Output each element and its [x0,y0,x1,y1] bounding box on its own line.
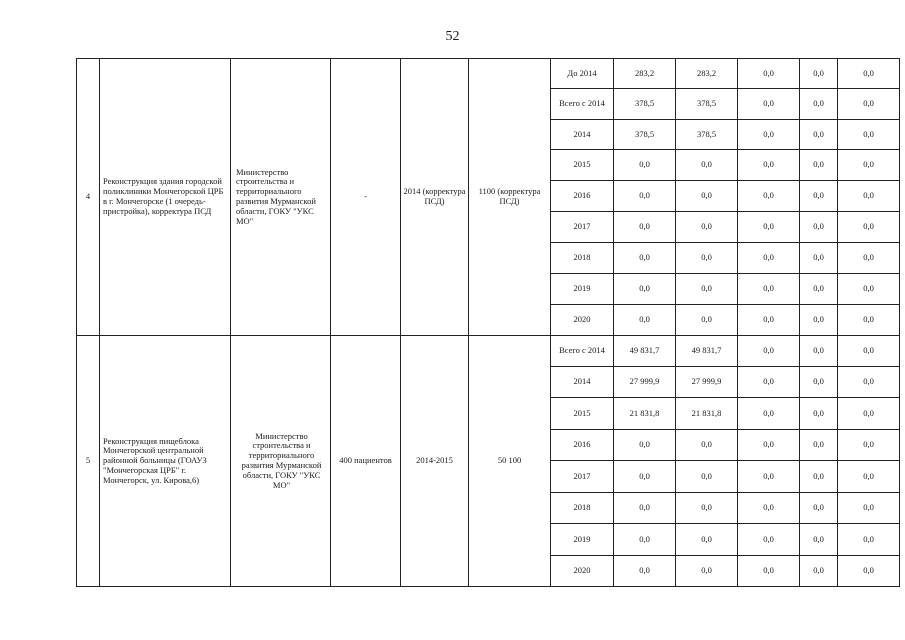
project-name: Реконструкция здания городской поликлиники Мончегорской ЦРБ в г. Мончегорске (1 очередь-пристройка), корректура ПСД [100,59,231,336]
value-cell: 0,0 [614,150,676,181]
project-number: 5 [77,336,100,587]
value-cell: 0,0 [838,430,900,461]
value-cell: 27 999,9 [614,367,676,398]
year-cell: 2017 [551,461,614,493]
year-cell: Всего с 2014 [551,89,614,120]
project-name: Реконструкция пищеблока Мончегорской центральной районной больницы (ГОАУЗ "Мончегорская ЦРБ" г. Мончегорск, ул. Кирова,6) [100,336,231,587]
value-cell: 0,0 [800,461,838,493]
value-cell: 0,0 [676,212,738,243]
year-cell: 2018 [551,493,614,524]
value-cell: 0,0 [676,556,738,587]
value-cell: 0,0 [800,89,838,120]
value-cell: 0,0 [614,243,676,274]
value-cell: 0,0 [738,336,800,367]
value-cell: 0,0 [738,120,800,150]
project-capacity: - [331,59,401,336]
year-cell: 2019 [551,274,614,305]
page-number: 52 [445,29,460,44]
year-cell: 2016 [551,181,614,212]
investment-table [76,58,900,587]
value-cell: 0,0 [800,336,838,367]
value-cell: 0,0 [738,367,800,398]
value-cell: 0,0 [800,398,838,430]
value-cell: 0,0 [738,556,800,587]
value-cell: 0,0 [614,181,676,212]
year-cell: 2014 [551,120,614,150]
value-cell: 0,0 [838,524,900,556]
value-cell: 0,0 [738,461,800,493]
value-cell: 0,0 [800,274,838,305]
value-cell: 0,0 [838,274,900,305]
value-cell: 283,2 [614,59,676,89]
value-cell: 0,0 [614,556,676,587]
year-cell: 2020 [551,305,614,336]
year-cell: 2017 [551,212,614,243]
value-cell: 0,0 [838,367,900,398]
value-cell: 0,0 [800,120,838,150]
value-cell: 378,5 [676,89,738,120]
value-cell: 0,0 [738,305,800,336]
year-cell: Всего с 2014 [551,336,614,367]
project-executor: Министерство строительства и территориального развития Мурманской области, ГОКУ "УКС МО" [231,336,331,587]
value-cell: 0,0 [614,305,676,336]
value-cell: 0,0 [838,120,900,150]
year-cell: 2015 [551,150,614,181]
value-cell: 0,0 [800,305,838,336]
project-number: 4 [77,59,100,336]
project-cost: 1100 (корректура ПСД) [469,59,551,336]
project-period: 2014 (корректура ПСД) [401,59,469,336]
project-executor: Министерство строительства и территориального развития Мурманской области, ГОКУ "УКС МО" [231,59,331,336]
year-cell: До 2014 [551,59,614,89]
value-cell: 378,5 [614,120,676,150]
value-cell: 0,0 [676,493,738,524]
value-cell: 21 831,8 [676,398,738,430]
value-cell: 378,5 [676,120,738,150]
value-cell: 0,0 [676,243,738,274]
year-cell: 2014 [551,367,614,398]
value-cell: 0,0 [738,212,800,243]
value-cell: 0,0 [738,89,800,120]
value-cell: 0,0 [676,461,738,493]
value-cell: 0,0 [738,150,800,181]
value-cell: 0,0 [676,181,738,212]
value-cell: 0,0 [800,212,838,243]
value-cell: 0,0 [838,150,900,181]
value-cell: 0,0 [800,367,838,398]
value-cell: 0,0 [800,430,838,461]
value-cell: 0,0 [800,493,838,524]
value-cell: 0,0 [738,243,800,274]
value-cell: 283,2 [676,59,738,89]
value-cell: 0,0 [676,430,738,461]
value-cell: 0,0 [614,461,676,493]
value-cell: 0,0 [738,274,800,305]
value-cell: 0,0 [800,243,838,274]
value-cell: 0,0 [800,181,838,212]
value-cell: 0,0 [838,336,900,367]
value-cell: 0,0 [738,398,800,430]
value-cell: 0,0 [738,430,800,461]
value-cell: 0,0 [800,150,838,181]
year-cell: 2016 [551,430,614,461]
value-cell: 0,0 [838,398,900,430]
value-cell: 378,5 [614,89,676,120]
value-cell: 0,0 [838,243,900,274]
value-cell: 0,0 [800,59,838,89]
value-cell: 0,0 [738,181,800,212]
value-cell: 0,0 [838,305,900,336]
value-cell: 0,0 [838,181,900,212]
value-cell: 27 999,9 [676,367,738,398]
project-cost: 50 100 [469,336,551,587]
value-cell: 0,0 [800,524,838,556]
project-period: 2014-2015 [401,336,469,587]
value-cell: 0,0 [838,212,900,243]
value-cell: 0,0 [614,493,676,524]
value-cell: 0,0 [838,461,900,493]
year-cell: 2018 [551,243,614,274]
value-cell: 0,0 [838,89,900,120]
value-cell: 0,0 [676,524,738,556]
table-row [77,59,900,89]
value-cell: 0,0 [614,524,676,556]
table-row [77,336,900,367]
value-cell: 0,0 [676,150,738,181]
value-cell: 0,0 [614,430,676,461]
value-cell: 21 831,8 [614,398,676,430]
value-cell: 0,0 [838,556,900,587]
year-cell: 2015 [551,398,614,430]
value-cell: 0,0 [676,305,738,336]
value-cell: 0,0 [738,493,800,524]
year-cell: 2019 [551,524,614,556]
value-cell: 0,0 [676,274,738,305]
value-cell: 49 831,7 [676,336,738,367]
project-capacity: 400 пациентов [331,336,401,587]
value-cell: 0,0 [738,59,800,89]
value-cell: 0,0 [614,274,676,305]
value-cell: 49 831,7 [614,336,676,367]
year-cell: 2020 [551,556,614,587]
value-cell: 0,0 [838,493,900,524]
value-cell: 0,0 [800,556,838,587]
value-cell: 0,0 [838,59,900,89]
value-cell: 0,0 [738,524,800,556]
value-cell: 0,0 [614,212,676,243]
